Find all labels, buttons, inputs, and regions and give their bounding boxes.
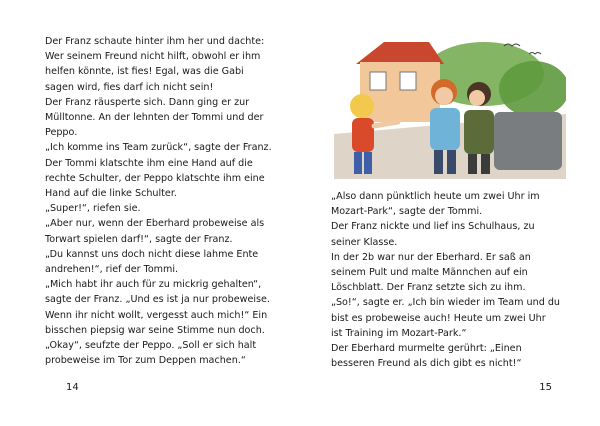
text-line: „Super!“, riefen sie. xyxy=(45,203,141,215)
right-page xyxy=(300,0,600,426)
text-line: „Mich habt ihr auch für zu mickrig gehalten“, xyxy=(45,279,262,291)
text-line: bisschen piepsig war seine Stimme nun doch. xyxy=(45,324,265,336)
leg-icon xyxy=(354,152,362,174)
bush-icon xyxy=(499,61,566,117)
text-line: besseren Freund als dich gibt es nicht!“ xyxy=(331,358,522,370)
trash-bin-icon xyxy=(494,112,562,170)
window-icon xyxy=(400,72,416,90)
face-icon xyxy=(435,87,453,105)
text-line: seinem Pult und malte Männchen auf ein xyxy=(331,267,528,279)
text-line: helfen könnte, ist fies! Egal, was die Gabi xyxy=(45,66,244,78)
roof-icon xyxy=(356,42,444,64)
page-number-right: 15 xyxy=(539,382,552,393)
text-line: Wer seinem Freund nicht hilft, obwohl er ihm xyxy=(45,51,261,63)
window-icon xyxy=(370,72,386,90)
text-line: „Also dann pünktlich heute um zwei Uhr im xyxy=(331,191,540,202)
boy-blond-icon xyxy=(350,94,374,118)
text-line: sagen wird, fies darf ich nicht sein! xyxy=(45,81,214,93)
right-page-text xyxy=(331,189,560,371)
text-line: Torwart spielen darf!“, sagte der Franz. xyxy=(45,233,233,245)
green-jacket-icon xyxy=(464,110,494,154)
text-line: ist Training im Mozart-Park.“ xyxy=(331,327,467,339)
leg-icon xyxy=(434,150,443,174)
text-line: Mozart-Park“, sagte der Tommi. xyxy=(331,206,483,218)
text-line: seiner Klasse. xyxy=(331,236,398,248)
bird-icon xyxy=(529,53,541,55)
text-line: „Aber nur, wenn der Eberhard probeweise als xyxy=(45,218,265,230)
text-line: „Ich komme ins Team zurück“, sagte der Franz. xyxy=(45,142,272,154)
text-line: Der Franz räusperte sich. Dann ging er zur xyxy=(45,96,250,108)
text-line: Hand auf die linke Schulter. xyxy=(45,188,177,200)
text-line: „Okay“, seufzte der Peppo. „Soll er sich halt xyxy=(45,340,257,352)
text-line: Der Eberhard murmelte gerührt: „Einen xyxy=(331,343,522,355)
text-line: Peppo. xyxy=(45,127,78,139)
text-line: Der Tommi klatschte ihm eine Hand auf die xyxy=(45,157,253,169)
leg-icon xyxy=(468,154,477,174)
blue-shirt-icon xyxy=(430,108,460,150)
house-icon xyxy=(360,62,440,122)
text-line: In der 2b war nur der Eberhard. Er saß an xyxy=(331,251,531,263)
page-number-left: 14 xyxy=(66,382,79,393)
text-line: Der Franz nickte und lief ins Schulhaus, zu xyxy=(331,221,535,233)
text-line: Mülltonne. An der lehnten der Tommi und der xyxy=(45,112,264,124)
text-line: „Du kannst uns doch nicht diese lahme Ente xyxy=(45,248,259,260)
text-line: Der Franz schaute hinter ihm her und dachte: xyxy=(45,36,265,47)
text-line: Löschblatt. Der Franz setzte sich zu ihm. xyxy=(331,282,526,294)
text-line: sagte der Franz. „Und es ist ja nur probeweise. xyxy=(45,294,270,306)
face-icon xyxy=(469,90,485,106)
text-line: „So!“, sagte er. „Ich bin wieder im Team und du xyxy=(331,297,561,309)
arm-icon xyxy=(374,122,398,126)
red-shirt-icon xyxy=(352,118,374,152)
text-line: probeweise im Tor zum Deppen machen.“ xyxy=(45,355,246,367)
text-line: Wenn ihr nicht wollt, vergesst auch mich!“ Ein xyxy=(45,309,268,321)
leg-icon xyxy=(364,152,372,174)
text-line: bist es probeweise auch! Heute um zwei Uhr xyxy=(331,312,546,324)
left-page-text xyxy=(45,34,272,368)
leg-icon xyxy=(447,150,456,174)
text-line: andrehen!“, rief der Tommi. xyxy=(45,264,179,276)
text-line: rechte Schulter, der Peppo klatschte ihm eine xyxy=(45,172,265,184)
illustration-three-boys xyxy=(334,34,566,179)
leg-icon xyxy=(481,154,490,174)
